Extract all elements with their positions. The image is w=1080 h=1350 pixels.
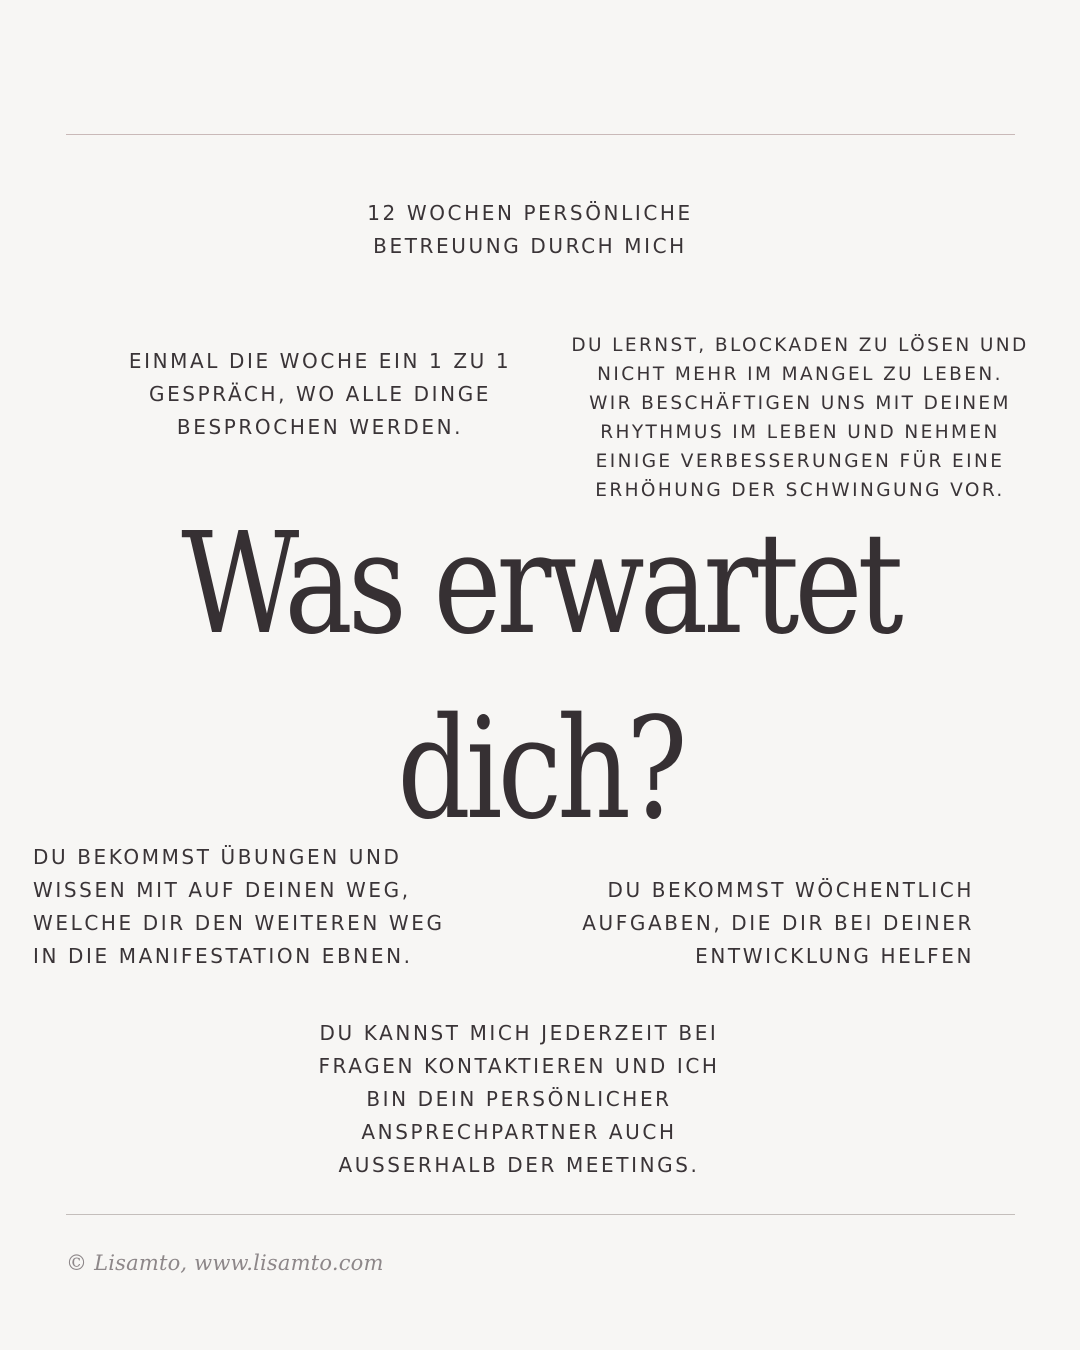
text-block-right-lower: DU BEKOMMST WÖCHENTLICH AUFGABEN, DIE DIR BEI DEINER ENTWICKLUNG HELFEN (582, 878, 974, 968)
text-block-left-lower: DU BEKOMMST ÜBUNGEN UND WISSEN MIT AUF DEINEN WEG, WELCHE DIR DEN WEITEREN WEG IN DIE MANIFESTATION EBNEN. (33, 845, 445, 968)
text-block-bottom: DU KANNST MICH JEDERZEIT BEI FRAGEN KONTAKTIEREN UND ICH BIN DEIN PERSÖNLICHER ANSPRECHPARTNER AUCH AUSSERHALB DER MEETINGS. (318, 1021, 720, 1177)
bottom-divider (66, 1214, 1015, 1215)
footer-copyright: © Lisamto, www.lisamto.com (66, 1251, 384, 1275)
text-block-left-upper: EINMAL DIE WOCHE EIN 1 ZU 1 GESPRÄCH, WO ALLE DINGE BESPROCHEN WERDEN. (128, 349, 512, 439)
headline-line-1: Was erwartet (181, 503, 899, 666)
headline-line-2: dich? (397, 688, 683, 851)
top-divider (66, 134, 1015, 135)
text-block-right-upper: DU LERNST, BLOCKADEN ZU LÖSEN UND NICHT MEHR IM MANGEL ZU LEBEN. WIR BESCHÄFTIGEN UNS MIT DEINEM RHYTHMUS IM LEBEN UND NEHMEN EINIGE VERBESSERUNGEN FÜR EINE ERHÖHUNG DER SCHWINGUNG VOR. (571, 335, 1029, 501)
text-block-top: 12 WOCHEN PERSÖNLICHE BETREUUNG DURCH MICH (367, 201, 693, 258)
